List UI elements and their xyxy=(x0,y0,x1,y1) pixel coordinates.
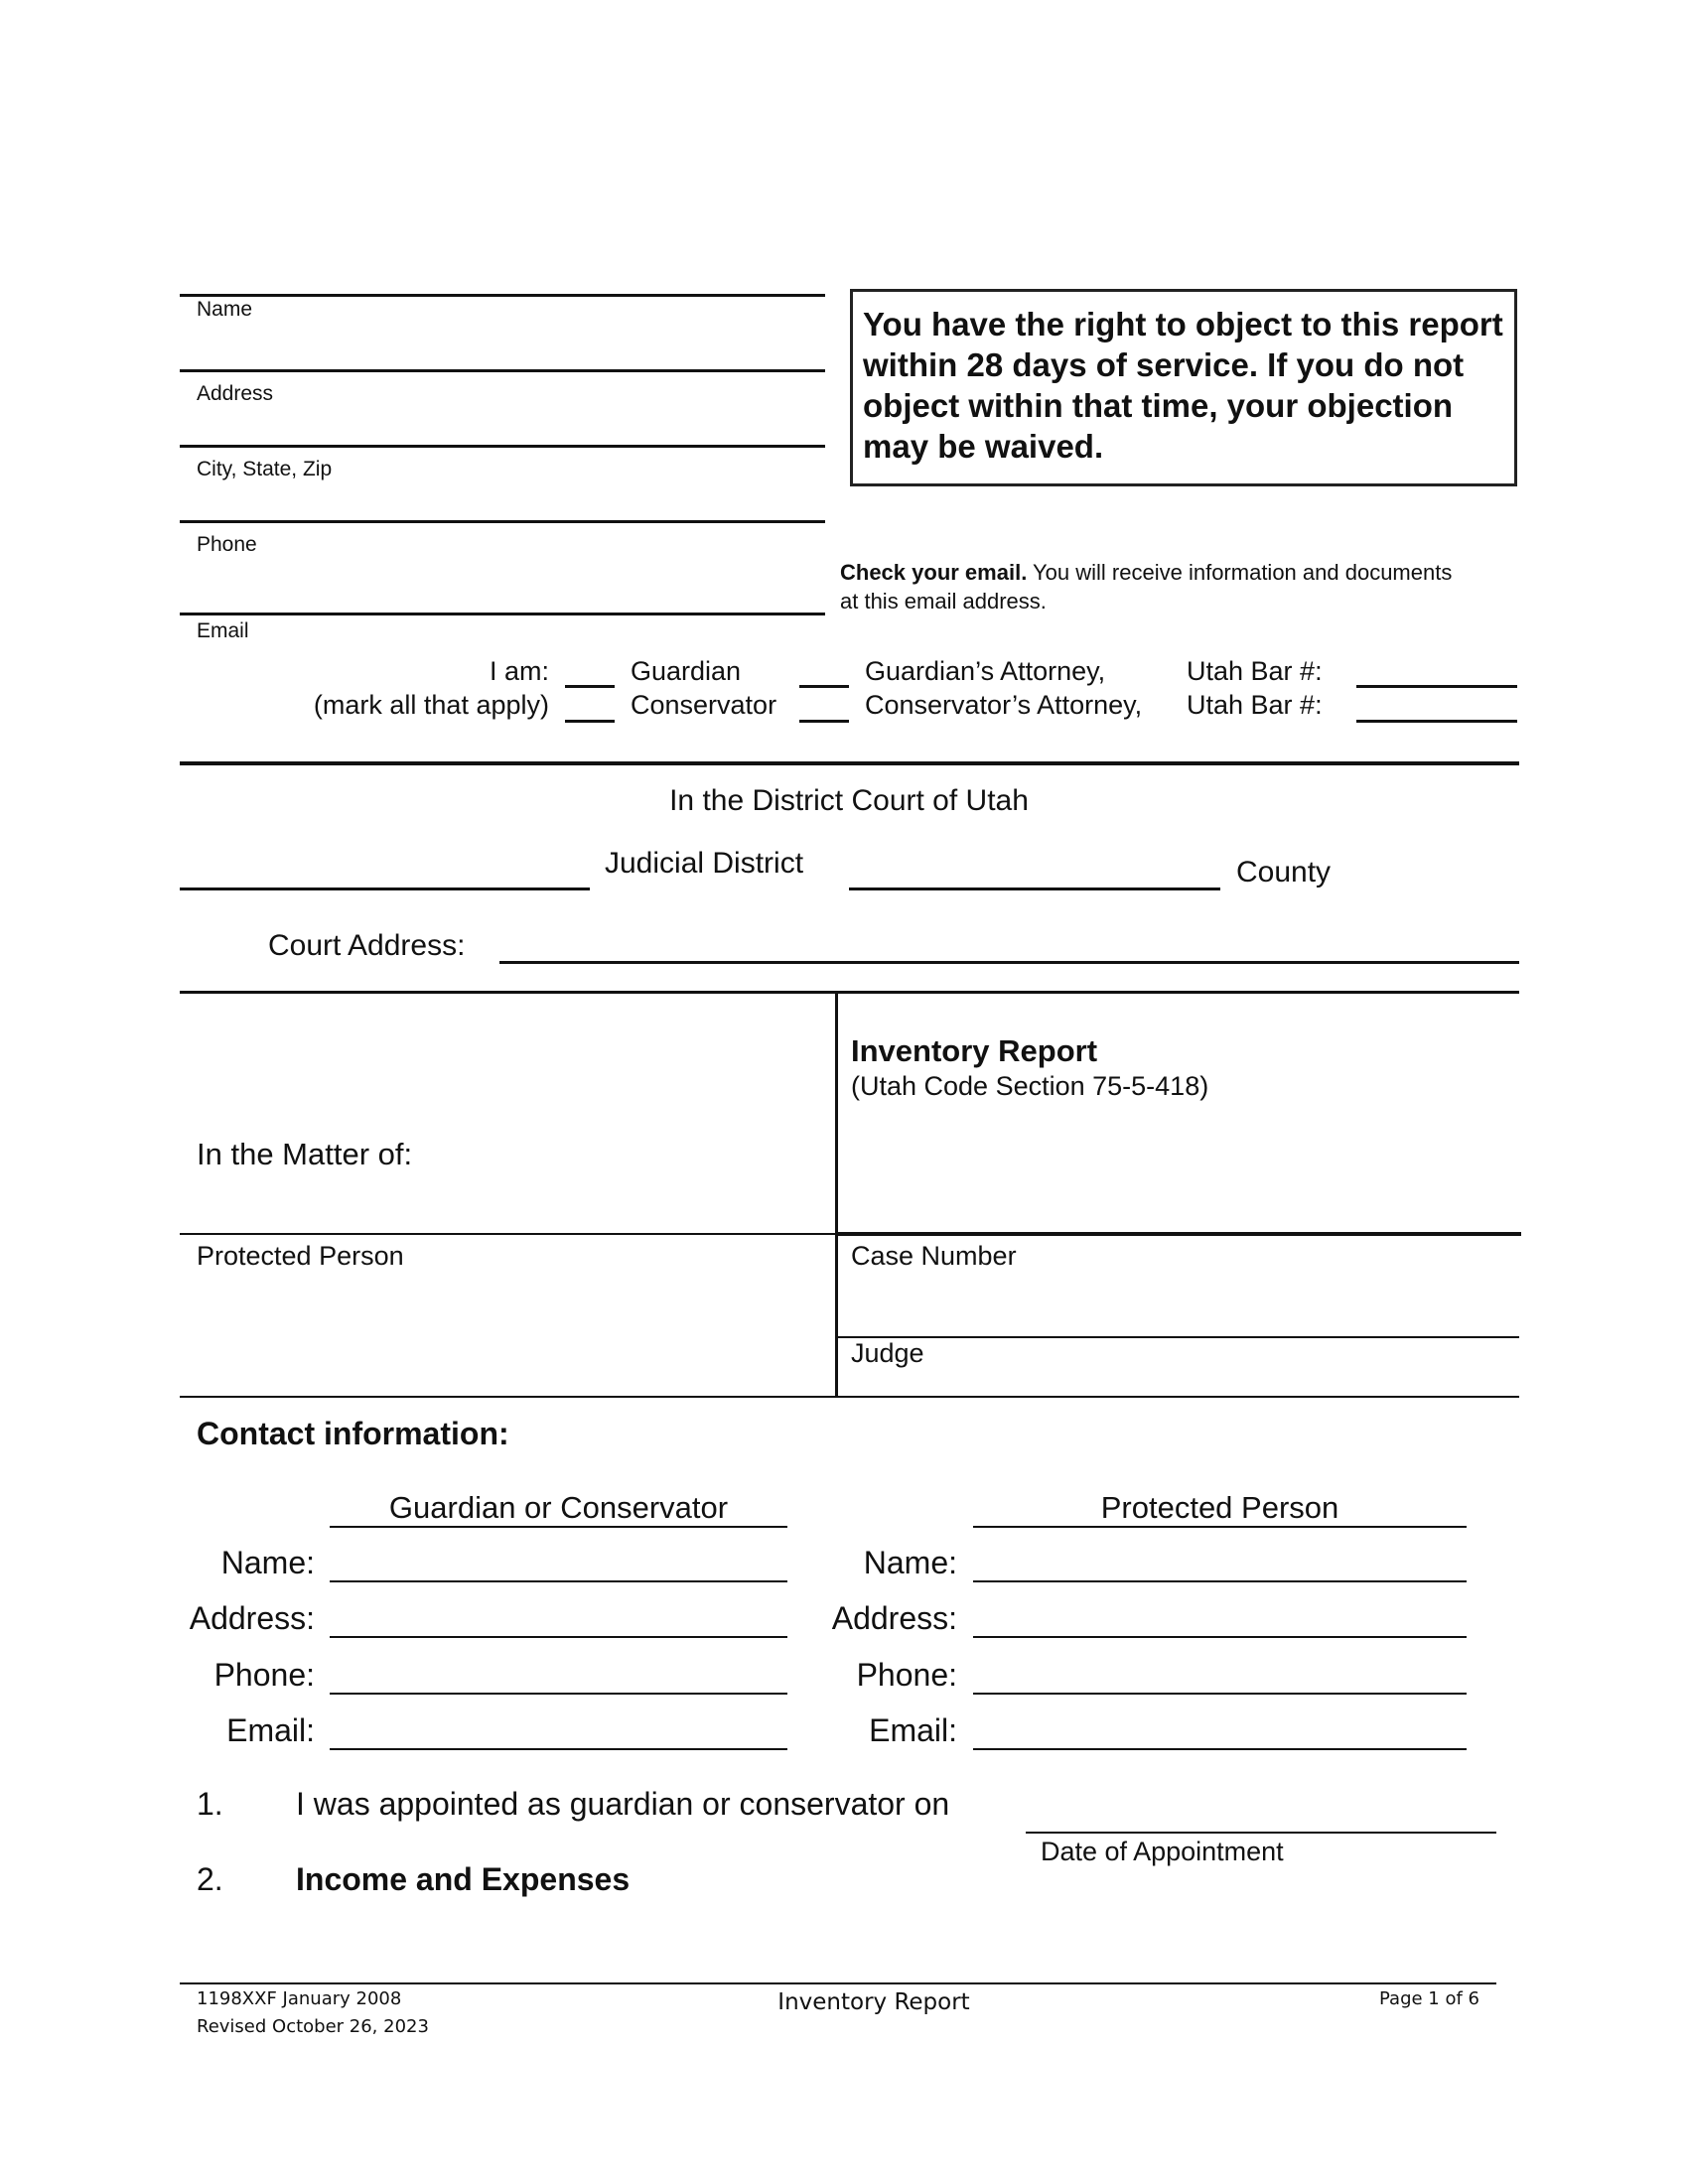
footer-title: Inventory Report xyxy=(777,1989,970,2015)
caption-right-mid-rule xyxy=(835,1232,1521,1236)
protected-person-label: Protected Person xyxy=(197,1241,404,1271)
guardian-name-field[interactable] xyxy=(330,1580,787,1582)
protected-phone-field[interactable] xyxy=(973,1693,1467,1695)
court-title: In the District Court of Utah xyxy=(669,784,1029,817)
guardian-email-label: Email: xyxy=(226,1712,315,1748)
guardian-name-label: Name: xyxy=(220,1545,315,1580)
utah-bar-field-1[interactable] xyxy=(1356,685,1517,688)
objection-notice-box xyxy=(850,289,1517,486)
protected-column-header: Protected Person xyxy=(1100,1490,1339,1525)
city-state-zip-label: City, State, Zip xyxy=(197,458,333,480)
county-field[interactable] xyxy=(849,887,1220,890)
protected-phone-label: Phone: xyxy=(856,1657,957,1693)
objection-notice-text: You have the right to object to this report within 28 days of service. If you do not object within that time, your objection may be waived. xyxy=(863,306,1503,465)
name-field-line[interactable] xyxy=(180,369,825,372)
court-address-field[interactable] xyxy=(499,961,1519,964)
footer-revised-date: Revised October 26, 2023 xyxy=(197,2016,429,2037)
guardian-phone-label: Phone: xyxy=(213,1657,315,1693)
judicial-district-field[interactable] xyxy=(180,887,590,890)
utah-code-reference: (Utah Code Section 75-5-418) xyxy=(851,1071,1209,1101)
footer-rule xyxy=(180,1982,1496,1984)
guardian-column-underline xyxy=(330,1526,787,1528)
utah-bar-label-2: Utah Bar #: xyxy=(1187,690,1323,720)
matter-of-label: In the Matter of: xyxy=(197,1137,413,1171)
case-number-label: Case Number xyxy=(851,1241,1017,1271)
guardian-address-field[interactable] xyxy=(330,1636,787,1638)
protected-email-field[interactable] xyxy=(973,1748,1467,1750)
name-label: Name xyxy=(197,298,253,321)
utah-bar-field-2[interactable] xyxy=(1356,720,1517,723)
caption-bottom-rule xyxy=(180,1396,1519,1398)
conservator-option: Conservator xyxy=(631,690,777,720)
guardian-column-header: Guardian or Conservator xyxy=(388,1490,729,1525)
guardian-attorney-option: Guardian’s Attorney, xyxy=(865,656,1106,686)
phone-field-line[interactable] xyxy=(180,613,825,615)
footer-form-id: 1198XXF January 2008 xyxy=(197,1988,402,2009)
caption-top-rule xyxy=(180,991,1519,994)
email-note-text: You will receive information and documents at this email address. xyxy=(840,560,1453,614)
court-address-label: Court Address: xyxy=(268,929,466,962)
utah-bar-label-1: Utah Bar #: xyxy=(1187,656,1323,686)
footer-page-number: Page 1 of 6 xyxy=(1379,1988,1479,2009)
phone-label: Phone xyxy=(197,533,257,556)
judge-label: Judge xyxy=(851,1338,924,1368)
guardian-address-label: Address: xyxy=(189,1600,315,1636)
item-2-heading: Income and Expenses xyxy=(296,1861,631,1897)
conservator-attorney-option: Conservator’s Attorney, xyxy=(865,690,1143,720)
email-label: Email xyxy=(197,619,249,642)
judge-divider xyxy=(837,1336,1519,1338)
protected-name-label: Name: xyxy=(863,1545,957,1580)
address-field-line[interactable] xyxy=(180,445,825,448)
email-note-bold: Check your email. xyxy=(840,560,1028,585)
email-note xyxy=(840,558,1476,615)
conservator-attorney-checkbox-blank[interactable] xyxy=(799,720,849,723)
protected-name-field[interactable] xyxy=(973,1580,1467,1582)
caption-left-mid-rule xyxy=(180,1233,837,1235)
guardian-checkbox-blank[interactable] xyxy=(565,685,615,688)
item-1-text: I was appointed as guardian or conservator on xyxy=(296,1786,950,1822)
protected-email-label: Email: xyxy=(869,1712,957,1748)
county-label: County xyxy=(1236,856,1332,888)
guardian-phone-field[interactable] xyxy=(330,1693,787,1695)
conservator-checkbox-blank[interactable] xyxy=(565,720,615,723)
address-label: Address xyxy=(197,382,274,405)
city-field-line[interactable] xyxy=(180,520,825,523)
item-1-number: 1. xyxy=(197,1786,223,1822)
court-section-divider xyxy=(180,761,1519,765)
protected-address-field[interactable] xyxy=(973,1636,1467,1638)
i-am-label: I am: xyxy=(489,656,549,686)
judicial-district-label: Judicial District xyxy=(605,847,804,880)
mark-all-label: (mark all that apply) xyxy=(313,690,549,720)
protected-column-underline xyxy=(973,1526,1467,1528)
guardian-email-field[interactable] xyxy=(330,1748,787,1750)
guardian-option: Guardian xyxy=(631,656,742,686)
guardian-attorney-checkbox-blank[interactable] xyxy=(799,685,849,688)
appointment-date-label: Date of Appointment xyxy=(1041,1837,1284,1866)
name-line-top xyxy=(180,294,825,297)
appointment-date-field[interactable] xyxy=(1026,1832,1496,1834)
document-title: Inventory Report xyxy=(851,1033,1098,1068)
protected-address-label: Address: xyxy=(831,1600,957,1636)
contact-heading: Contact information: xyxy=(197,1416,509,1451)
item-2-number: 2. xyxy=(197,1861,223,1897)
